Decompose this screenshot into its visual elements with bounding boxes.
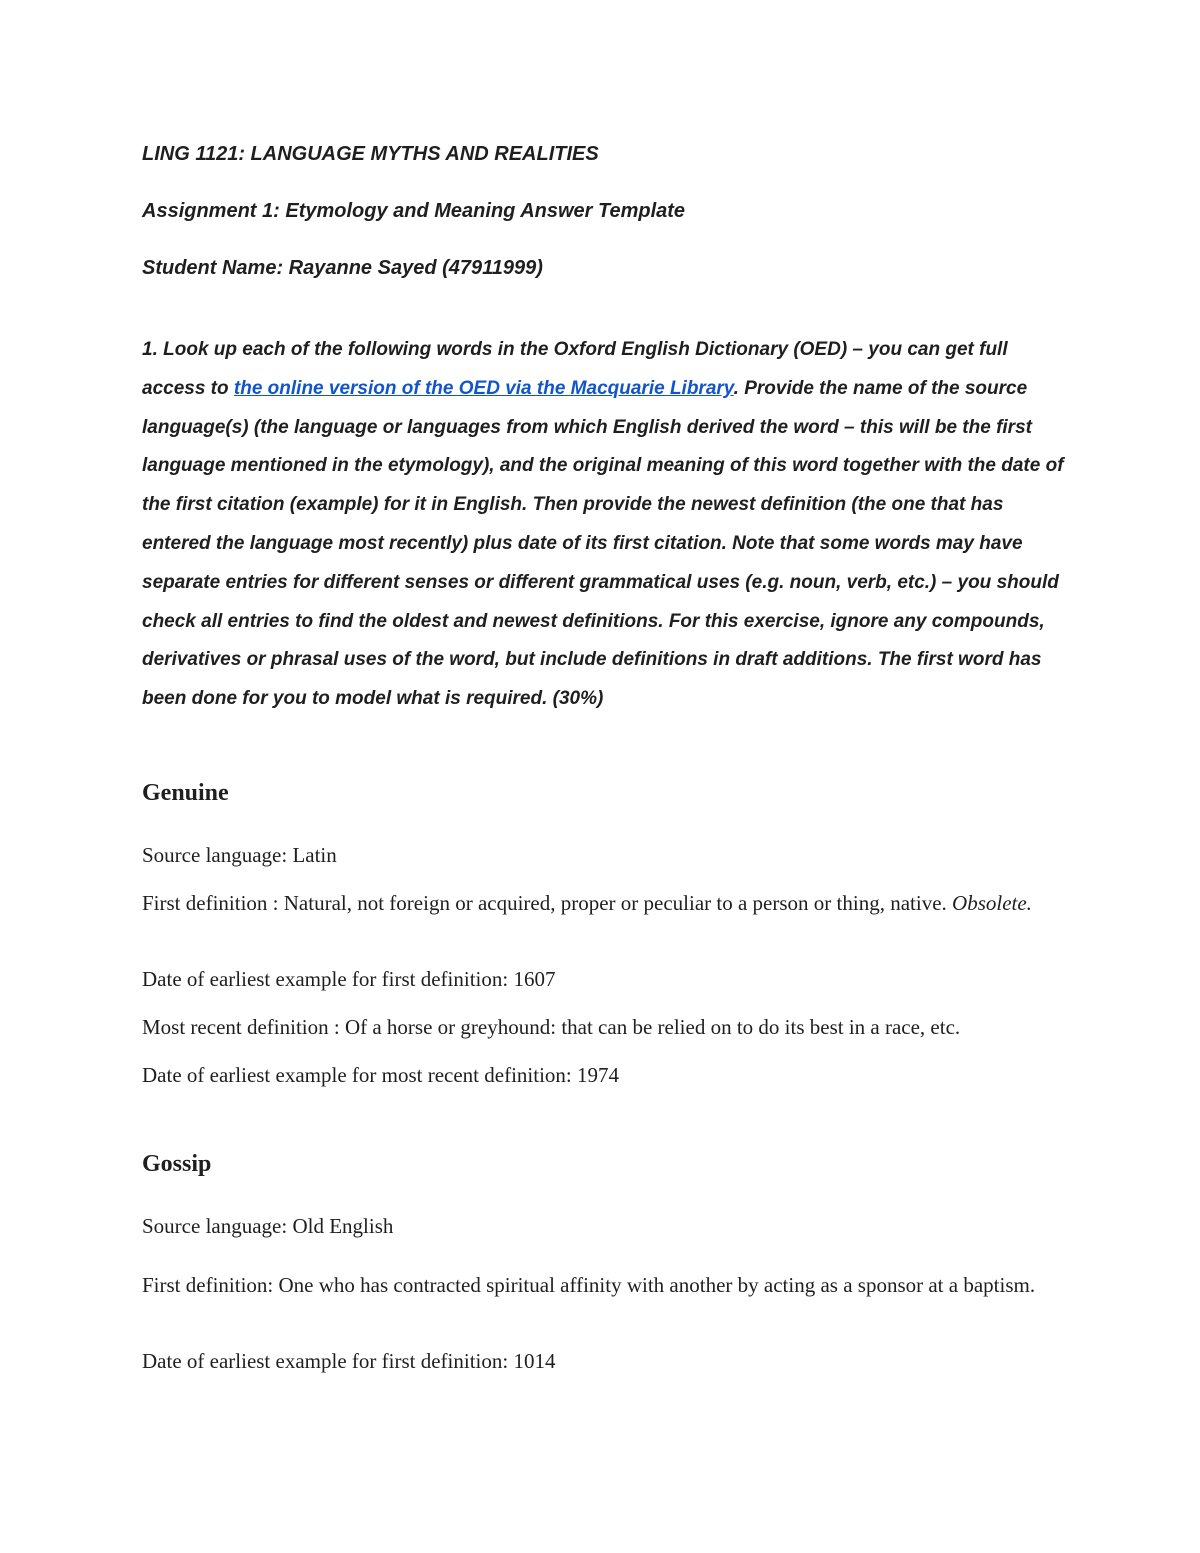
first-definition-genuine — [142, 890, 1072, 917]
course-title: LING 1121: LANGUAGE MYTHS AND REALITIES — [142, 143, 599, 165]
student-name: Student Name: Rayanne Sayed (47911999) — [142, 257, 543, 279]
source-language-gossip: Source language: Old English — [142, 1214, 394, 1238]
first-date-genuine: Date of earliest example for first definition: 1607 — [142, 967, 556, 991]
recent-definition-genuine: Most recent definition : Of a horse or greyhound: that can be relied on to do its best in a race, etc. — [142, 1015, 961, 1039]
recent-date-genuine: Date of earliest example for most recent definition: 1974 — [142, 1063, 620, 1087]
instructions-text-part2: . Provide the name of the source language(s) (the language or languages from which English derived the word – this will be the first language mentioned in the etymology), and the original meaning of this word together with the date of the first citation (example) for it in English. Then provide the newest definition (the one that has entered the language most recently) plus date of its first citation. Note that some words may have separate entries for different senses or different grammatical uses (e.g. noun, verb, etc.) – you should check all entries to find the oldest and newest definitions. For this exercise, ignore any compounds, derivatives or phrasal uses of the word, but include definitions in draft additions. The first word has been done for you to model what is required. (30%) — [142, 377, 1064, 710]
instructions-text-part1: 1. Look up each of the following words in the Oxford English Dictionary (OED) – you can get full access to — [142, 339, 1008, 399]
obsolete-label: Obsolete. — [952, 891, 1032, 915]
first-definition-gossip: First definition: One who has contracted spiritual affinity with another by acting as a sponsor at a baptism. — [142, 1273, 1036, 1297]
first-date-gossip: Date of earliest example for first definition: 1014 — [142, 1349, 556, 1373]
instructions-paragraph — [142, 331, 1072, 719]
word-heading-genuine: Genuine — [142, 780, 229, 806]
first-definition-text: First definition : Natural, not foreign or acquired, proper or peculiar to a person or thing, native. — [142, 891, 947, 915]
oed-library-link[interactable]: the online version of the OED via the Macquarie Library — [233, 377, 734, 399]
assignment-title: Assignment 1: Etymology and Meaning Answer Template — [142, 200, 686, 222]
source-language-genuine: Source language: Latin — [142, 843, 337, 867]
word-heading-gossip: Gossip — [142, 1151, 212, 1177]
